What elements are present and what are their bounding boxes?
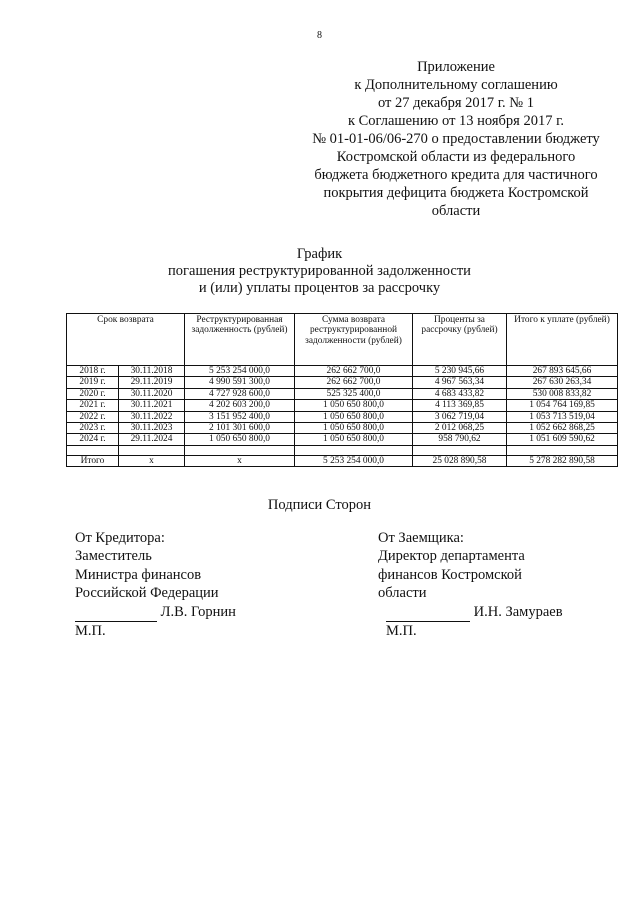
creditor-name: Л.В. Горнин [160, 603, 236, 620]
cell-interest: 958 790,62 [413, 434, 507, 445]
cell-restructured: 3 151 952 400,0 [185, 411, 295, 422]
cell-year: 2020 г. [67, 388, 119, 399]
cell-year: 2018 г. [67, 366, 119, 377]
spacer-cell [413, 445, 507, 455]
cell-restructured: 5 253 254 000,0 [185, 366, 295, 377]
table-totals-row [67, 455, 618, 466]
creditor-position: Министра финансов [75, 566, 202, 583]
appendix-line: Приложение [417, 59, 495, 75]
cell-total: 267 630 263,34 [507, 377, 618, 388]
table-row [67, 388, 618, 399]
cell-return-sum: 1 050 650 800,0 [295, 411, 413, 422]
cell-date: 29.11.2019 [119, 377, 185, 388]
cell-return-sum: 262 662 700,0 [295, 377, 413, 388]
appendix-line: к Соглашению от 13 ноября 2017 г. [347, 113, 565, 129]
spacer-cell [295, 445, 413, 455]
signature-blank [386, 603, 470, 622]
header-return-sum: Сумма возврата реструктурированной задолженности (рублей) [295, 314, 413, 366]
table-header-row [67, 314, 618, 366]
appendix-line: № 01-01-06/06-270 о предоставлении бюджету [312, 131, 600, 147]
totals-date: x [119, 455, 185, 466]
header-term: Срок возврата [67, 314, 185, 366]
cell-year: 2021 г. [67, 400, 119, 411]
table-row [67, 377, 618, 388]
borrower-signature-line [378, 603, 563, 622]
cell-restructured: 2 101 301 600,0 [185, 423, 295, 434]
appendix-line: от 27 декабря 2017 г. № 1 [377, 95, 535, 111]
creditor-signature-line [75, 603, 236, 622]
cell-date: 29.11.2024 [119, 434, 185, 445]
table-spacer-row [67, 445, 618, 455]
cell-total: 1 051 609 590,62 [507, 434, 618, 445]
cell-interest: 4 113 369,85 [413, 400, 507, 411]
cell-interest: 3 062 719,04 [413, 411, 507, 422]
cell-restructured: 4 727 928 600,0 [185, 388, 295, 399]
borrower-seal: М.П. [386, 623, 417, 640]
cell-year: 2022 г. [67, 411, 119, 422]
cell-interest: 2 012 068,25 [413, 423, 507, 434]
table-row [67, 400, 618, 411]
appendix-line: к Дополнительному соглашению [354, 77, 558, 93]
appendix-line: области [431, 203, 481, 219]
cell-year: 2024 г. [67, 434, 119, 445]
borrower-name: И.Н. Замураев [473, 603, 563, 620]
cell-year: 2023 г. [67, 423, 119, 434]
cell-date: 30.11.2022 [119, 411, 185, 422]
table-row [67, 434, 618, 445]
cell-return-sum: 1 050 650 800,0 [295, 423, 413, 434]
cell-return-sum: 1 050 650 800,0 [295, 434, 413, 445]
cell-date: 30.11.2023 [119, 423, 185, 434]
cell-restructured: 4 202 603 200,0 [185, 400, 295, 411]
creditor-seal: М.П. [75, 623, 106, 640]
page-number: 8 [317, 30, 322, 41]
creditor-position: Российской Федерации [75, 585, 219, 602]
header-total: Итого к уплате (рублей) [507, 314, 618, 366]
signature-blank [75, 603, 157, 622]
cell-restructured: 4 990 591 300,0 [185, 377, 295, 388]
cell-total: 1 052 662 868,25 [507, 423, 618, 434]
cell-date: 30.11.2020 [119, 388, 185, 399]
signatures-heading: Подписи Сторон [267, 497, 372, 513]
cell-total: 267 893 645,66 [507, 366, 618, 377]
totals-label: Итого [67, 455, 119, 466]
title-line: погашения реструктурированной задолженности [168, 263, 471, 279]
cell-restructured: 1 050 650 800,0 [185, 434, 295, 445]
header-interest: Проценты за рассрочку (рублей) [413, 314, 507, 366]
creditor-signature-block [75, 529, 236, 640]
appendix-line: Костромской области из федерального [336, 149, 576, 165]
spacer-cell [67, 445, 119, 455]
spacer-cell [507, 445, 618, 455]
cell-total: 1 054 764 169,85 [507, 400, 618, 411]
totals-return-sum: 5 253 254 000,0 [295, 455, 413, 466]
creditor-position: Заместитель [75, 548, 152, 565]
totals-restructured: x [185, 455, 295, 466]
title-line: и (или) уплаты процентов за рассрочку [198, 280, 441, 296]
cell-year: 2019 г. [67, 377, 119, 388]
header-restructured: Реструктурированная задолженность (рублей) [185, 314, 295, 366]
table-row [67, 411, 618, 422]
appendix-header [306, 58, 606, 220]
appendix-line: покрытия дефицита бюджета Костромской [323, 185, 589, 201]
creditor-label: От Кредитора: [75, 530, 165, 546]
borrower-position: Директор департамента [378, 548, 525, 565]
spacer-cell [185, 445, 295, 455]
totals-interest: 25 028 890,58 [413, 455, 507, 466]
borrower-position: финансов Костромской [378, 566, 522, 583]
borrower-label: От Заемщика: [378, 530, 464, 546]
cell-interest: 5 230 945,66 [413, 366, 507, 377]
cell-return-sum: 525 325 400,0 [295, 388, 413, 399]
borrower-signature-block [378, 529, 563, 640]
table-row [67, 423, 618, 434]
borrower-position: области [378, 585, 427, 602]
cell-total: 1 053 713 519,04 [507, 411, 618, 422]
appendix-line: бюджета бюджетного кредита для частичного [314, 167, 598, 183]
cell-date: 30.11.2018 [119, 366, 185, 377]
cell-return-sum: 1 050 650 800,0 [295, 400, 413, 411]
table-row [67, 366, 618, 377]
title-line: График [296, 246, 343, 262]
spacer-cell [119, 445, 185, 455]
cell-interest: 4 967 563,34 [413, 377, 507, 388]
cell-date: 30.11.2021 [119, 400, 185, 411]
cell-total: 530 008 833,82 [507, 388, 618, 399]
repayment-schedule-table [66, 313, 618, 467]
cell-interest: 4 683 433,82 [413, 388, 507, 399]
schedule-title [0, 246, 639, 297]
totals-total: 5 278 282 890,58 [507, 455, 618, 466]
cell-return-sum: 262 662 700,0 [295, 366, 413, 377]
